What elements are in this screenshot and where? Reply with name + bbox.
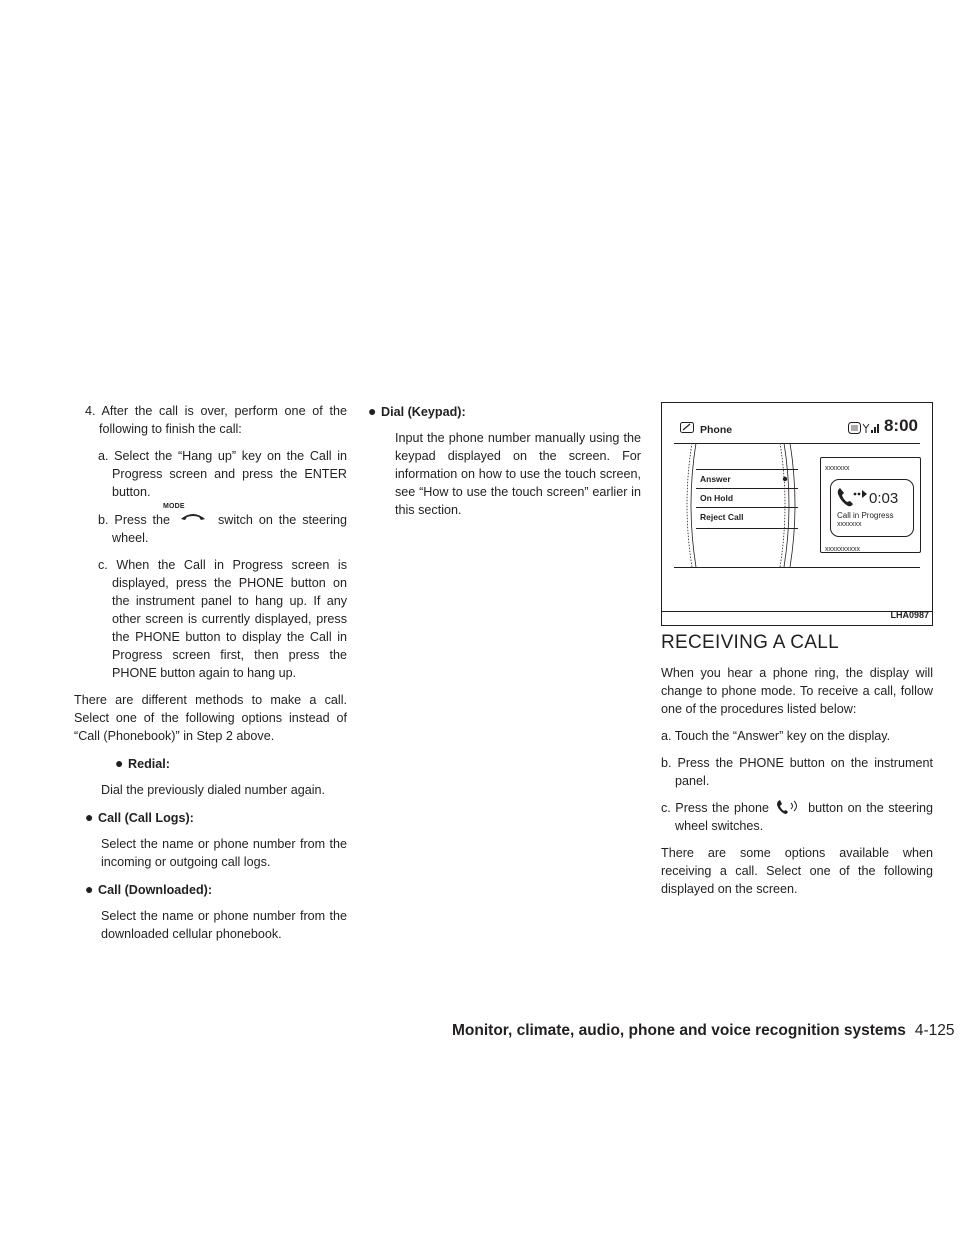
step-4b-pre: b. Press the xyxy=(98,513,171,527)
mode-hangup-icon xyxy=(163,503,212,524)
mode-icon-label: MODE xyxy=(163,503,185,510)
answer-option[interactable]: Answer xyxy=(696,469,798,488)
receive-options-text: There are some options available when receiving a call. Select one of the following displayed on the screen. xyxy=(661,846,933,896)
screen-title: Phone xyxy=(700,424,733,436)
figure-id: LHA0987 xyxy=(890,610,929,620)
receiving-call-heading: RECEIVING A CALL xyxy=(661,632,839,653)
keypad-heading: ● Dial (Keypad): xyxy=(368,403,466,419)
caller-number: xxxxxxxxxx xyxy=(825,546,860,553)
caller-name: xxxxxxx xyxy=(837,521,862,528)
phone-pickup-icon xyxy=(774,799,804,815)
receive-step-a: a. Touch the “Answer” key on the display. xyxy=(661,729,891,743)
right-column xyxy=(661,402,933,907)
clock-time: 8:00 xyxy=(883,416,918,435)
bullet-icon: ● xyxy=(115,755,124,771)
screen-body xyxy=(674,443,920,568)
bullet-icon: ● xyxy=(368,403,377,419)
page-footer xyxy=(452,1022,955,1040)
call-status-text: Call in Progress xyxy=(837,511,894,520)
redial-body: Dial the previously dialed number again. xyxy=(101,783,326,797)
downloaded-heading: ● Call (Downloaded): xyxy=(85,881,213,897)
call-logs-heading: ● Call (Call Logs): xyxy=(85,809,194,825)
step-c-post: button on the steering wheel switches. xyxy=(675,801,934,833)
phone-menu-icon xyxy=(680,422,694,433)
phone-screen-figure xyxy=(661,402,933,626)
call-logs-body: Select the name or phone number from the incoming or outgoing call logs. xyxy=(101,837,347,869)
step-4: 4. After the call is over, perform one of the following to finish the call: xyxy=(85,404,347,436)
receiving-intro: When you hear a phone ring, the display will change to phone mode. To receive a call, follow one of the procedures listed below: xyxy=(661,666,933,716)
signal-status-icon xyxy=(848,421,882,435)
left-column xyxy=(74,402,347,952)
footer-section-title: Monitor, climate, audio, phone and voice recognition systems xyxy=(452,1022,906,1039)
step-4c: c. When the Call in Progress screen is displayed, press the PHONE button on the instrument panel to hang up. If any other screen is currently displayed, press the PHONE button to display the Call in Progress screen first, then press the PHONE button again to hang up. xyxy=(98,558,347,680)
screen-header xyxy=(674,416,920,444)
middle-column xyxy=(368,402,641,528)
call-timer: 0:03 xyxy=(869,490,899,507)
step-c-pre: c. Press the phone xyxy=(661,801,770,815)
keypad-body: Input the phone number manually using the keypad displayed on the screen. For information on how to use the touch screen, see “How to use the touch screen” earlier in this section. xyxy=(395,431,641,517)
caller-top-text: xxxxxxx xyxy=(825,465,850,472)
step-4b xyxy=(98,503,348,547)
phone-handset-icon xyxy=(836,486,868,508)
receive-step-c xyxy=(661,799,933,835)
downloaded-body: Select the name or phone number from the downloaded cellular phonebook. xyxy=(101,909,347,941)
redial-heading: ● Redial: xyxy=(115,755,170,771)
methods-paragraph: There are different methods to make a call. Select one of the following options instead of “Call (Phonebook)” in Step 2 above. xyxy=(74,693,347,743)
call-in-progress-box xyxy=(820,457,921,553)
page-number: 4-125 xyxy=(914,1022,955,1039)
bullet-icon: ● xyxy=(85,809,94,825)
on-hold-option[interactable]: On Hold xyxy=(696,488,798,507)
call-status-panel xyxy=(830,479,914,537)
step-4a: a. Select the “Hang up” key on the Call in Progress screen and press the ENTER button. xyxy=(98,449,347,499)
bullet-icon: ● xyxy=(85,881,94,897)
receive-step-b: b. Press the PHONE button on the instrument panel. xyxy=(661,756,933,788)
call-options-list xyxy=(696,469,798,529)
reject-call-option[interactable]: Reject Call xyxy=(696,507,798,529)
step-4b-post: switch on the steering wheel. xyxy=(112,513,348,545)
